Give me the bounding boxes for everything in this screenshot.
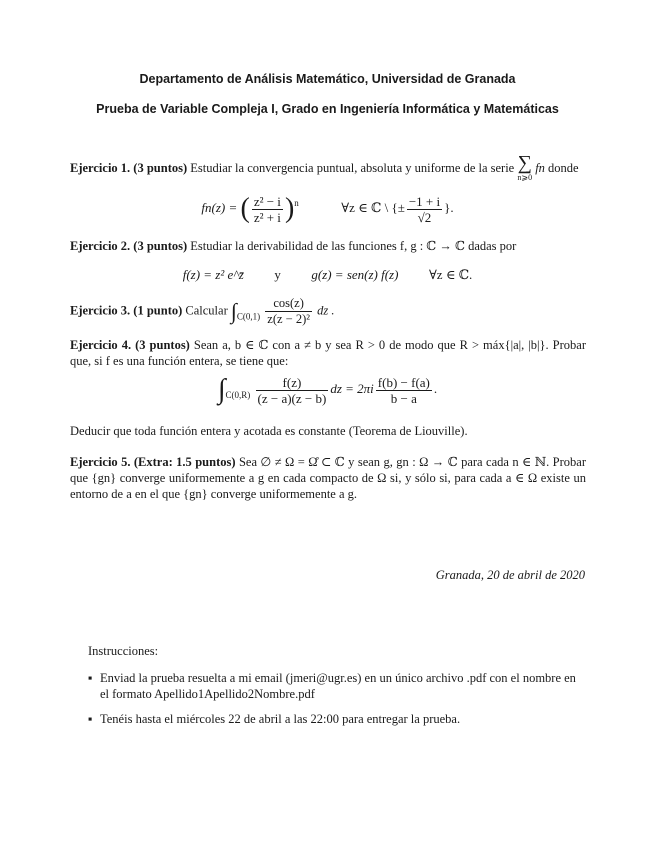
instruction-text: Tenéis hasta el miércoles 22 de abril a las 22:00 para entregar la prueba. xyxy=(100,712,461,726)
series-sum-symbol: ∑ n⩾0 xyxy=(517,152,533,182)
exercise-4-conclusion: Deducir que toda función entera y acotada es constante (Teorema de Liouville). xyxy=(70,424,468,438)
integral-fraction xyxy=(265,296,312,327)
exercise-4-points: (3 puntos) xyxy=(135,338,190,352)
exercise-3: Ejercicio 3. (1 punto) Calcular $\int_{C(0,1)}$ $\frac{\cos(z)}{\text{z(z − 2)²}}$ dz . xyxy=(70,296,335,326)
exercise-1-tail: donde xyxy=(548,160,579,175)
exercise-2 xyxy=(70,238,586,254)
formula-end: . xyxy=(433,380,438,396)
exercise-2-label: Ejercicio 2. xyxy=(70,239,131,253)
bullet-icon: ▪ xyxy=(88,671,93,685)
integral-numerator: cos(z) xyxy=(265,296,312,312)
fraction-2 xyxy=(407,194,442,225)
fraction-left xyxy=(256,375,329,406)
instruction-text: Enviad la prueba resuelta a mi email (jmeri@ugr.es) en un único archivo .pdf con el nombre en el formato Apellido1Apellido2Nombre.pdf xyxy=(100,671,576,701)
fraction-1 xyxy=(252,194,283,225)
integral-path: C(0,1) xyxy=(236,311,261,322)
exercise-1 xyxy=(70,154,586,184)
fraction-left-numerator: f(z) xyxy=(256,375,329,391)
exercise-4 xyxy=(70,337,586,369)
exercise-1-points: (3 puntos) xyxy=(133,160,188,175)
exercise-5-text: Sea ∅ ≠ Ω = Ω̊ ⊂ ℂ y sean g, gn : Ω → ℂ para cada n ∈ ℕ. Probar que {gn} converge uniformemente a g en cada compacto de Ω si, y sólo si, para cada a ∈ Ω existe un entorno de a en el que {gn} converge uniformemente a g. xyxy=(70,455,586,501)
formula-domain: ∀z ∈ ℂ. xyxy=(428,267,473,282)
exercise-4-text: Sean a, b ∈ ℂ con a ≠ b y sea R > 0 de modo que R > máx{|a|, |b|}. Probar que, si f es una función entera, se tiene que: xyxy=(70,338,586,368)
integral-denominator: z(z − 2)² xyxy=(267,312,310,326)
exercise-2-points: (3 puntos) xyxy=(133,239,188,253)
exercise-5-label: Ejercicio 5. xyxy=(70,455,131,469)
formula-lhs: fn(z) = xyxy=(201,199,238,215)
integral-path: C(0,R) xyxy=(225,389,251,400)
exercise-3-text: Calcular xyxy=(185,303,228,318)
exercise-5-points: (Extra: 1.5 puntos) xyxy=(133,455,236,469)
date-line: Granada, 20 de abril de 2020 xyxy=(435,568,585,582)
formula-domain: ∀z ∈ ℂ \ {± xyxy=(341,199,405,215)
fraction-2-denominator: √2 xyxy=(417,209,432,225)
exercise-4-label: Ejercicio 4. xyxy=(70,338,132,352)
formula-conjunction: y xyxy=(274,267,281,282)
header-institution: Departamento de Análisis Matemático, Universidad de Granada xyxy=(139,72,516,86)
instructions-title: Instrucciones: xyxy=(88,644,159,658)
instruction-item xyxy=(88,711,586,727)
fraction-left-denominator: (z − a)(z − b) xyxy=(257,390,327,406)
header-exam-title: Prueba de Variable Compleja I, Grado en Ingeniería Informática y Matemáticas xyxy=(96,102,559,116)
exercise-3-label: Ejercicio 3. xyxy=(70,303,131,318)
series-sum-index: n⩾0 xyxy=(517,173,533,182)
formula-g: g(z) = sen(z) f(z) xyxy=(311,267,399,282)
fraction-2-numerator: −1 + i xyxy=(408,193,441,209)
formula-domain-end: }. xyxy=(444,199,454,215)
fraction-right-numerator: f(b) − f(a) xyxy=(377,374,430,390)
fraction-right-denominator: b − a xyxy=(390,390,417,406)
fraction-1-numerator: z² − i xyxy=(253,193,281,209)
exercise-3-points: (1 punto) xyxy=(133,303,183,318)
exercise-4-formula: $\int_{C(0,R)}$ $\frac{f(z)}{(z - a)(z - b)}$ dz = 2πi $\frac{f(b) - f(a)}{b - a}$ . xyxy=(217,374,438,406)
integral-tail: dz . xyxy=(317,303,335,318)
exercise-1-label: Ejercicio 1. xyxy=(70,160,131,175)
formula-exponent: n xyxy=(294,197,299,208)
instruction-item xyxy=(88,670,586,702)
exercise-1-formula: fn(z) = ( $\frac{\text{z² − i}}{\text{z² + i}}$ )$^n$ ∀z ∈ ℂ \ {± $\frac{-1 + i}{√2}$ }. xyxy=(201,193,454,225)
series-term: fn xyxy=(535,160,545,175)
formula-middle: dz = 2πi xyxy=(330,380,374,396)
exercise-5 xyxy=(70,454,586,502)
exercise-2-formula xyxy=(0,267,655,283)
fraction-1-denominator: z² + i xyxy=(253,209,281,225)
formula-f: f(z) = z² e^z̄ xyxy=(182,267,244,282)
exercise-2-text: Estudiar la derivabilidad de las funciones f, g : ℂ → ℂ dadas por xyxy=(190,239,517,253)
fraction-right xyxy=(376,375,432,406)
bullet-icon: ▪ xyxy=(88,712,93,726)
exercise-1-text: Estudiar la convergencia puntual, absoluta y uniforme de la serie xyxy=(190,160,515,175)
